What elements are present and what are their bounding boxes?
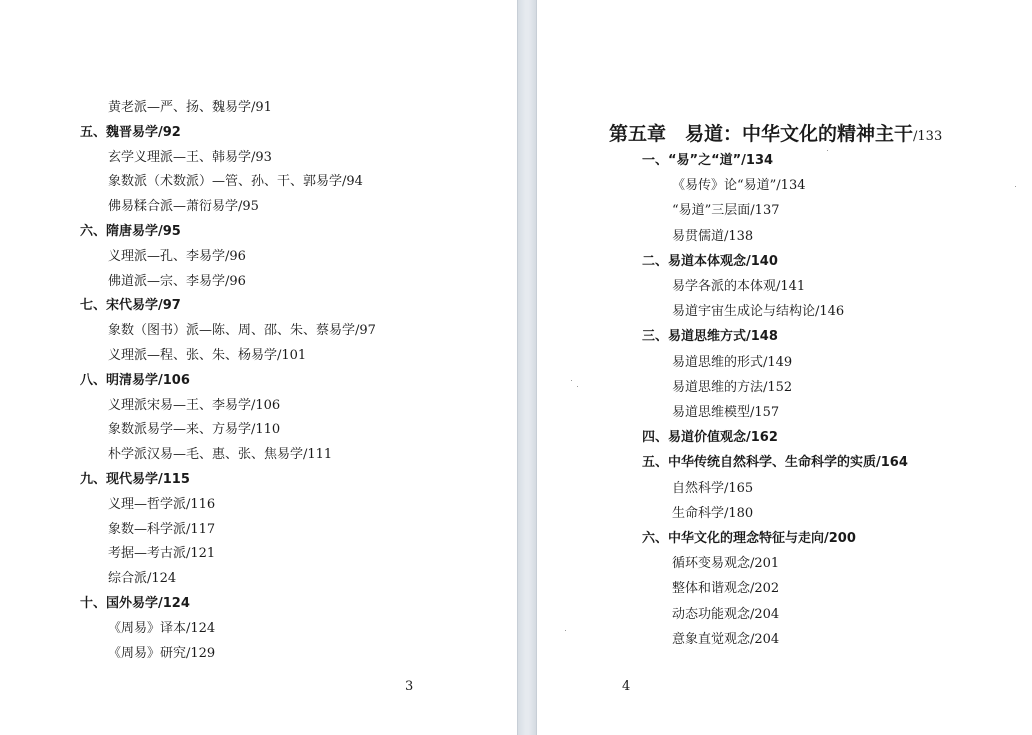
toc-entry: 黄老派—严、扬、魏易学/91 [108,100,272,115]
toc-entry: 义理—哲学派/116 [108,496,216,512]
toc-entry: 生命科学/180 [672,505,754,521]
toc-entry: 《易传》论“易道”/134 [672,178,806,194]
toc-entry: 意象直觉观念/204 [672,631,780,647]
toc-section-heading: 一、“易”之“道”/134 [642,153,774,168]
toc-entry: 《周易》译本/124 [108,620,216,636]
toc-section-heading: 三、易道思维方式/148 [642,329,778,345]
toc-section-heading: 八、明清易学/106 [80,372,190,388]
right-page [537,0,1032,735]
chapter-title: 第五章 易道：中华文化的精神主干 [609,123,914,145]
toc-entry: 象数（图书）派—陈、周、邵、朱、蔡易学/97 [108,323,376,339]
toc-entry: 动态功能观念/204 [672,606,780,622]
toc-entry: 易道思维模型/157 [672,405,780,420]
left-page-number: 3 [405,679,414,694]
toc-entry: 综合派/124 [108,571,177,587]
toc-entry: 易道思维的形式/149 [672,354,793,370]
scan-speck [577,386,578,387]
toc-section-heading: 六、中华文化的理念特征与走向/200 [642,531,856,546]
toc-section-heading: 九、现代易学/115 [80,472,190,487]
right-page-number: 4 [622,679,631,694]
toc-section-heading: 六、隋唐易学/95 [80,224,181,239]
toc-entry: 象数派易学—来、方易学/110 [108,422,281,438]
scan-speck [571,380,572,381]
toc-section-heading: 五、魏晋易学/92 [80,124,181,140]
toc-entry: 易道宇宙生成论与结构论/146 [672,304,845,320]
toc-entry: 佛易糅合派—萧衍易学/95 [108,199,259,215]
toc-section-heading: 二、易道本体观念/140 [642,253,778,269]
page-gutter [517,0,537,735]
toc-entry: 佛道派—宗、李易学/96 [108,273,246,289]
toc-entry: 义理派宋易—王、李易学/106 [108,397,281,413]
toc-section-heading: 四、易道价值观念/162 [642,430,778,446]
chapter-page: /133 [913,129,943,144]
toc-entry: 自然科学/165 [672,480,754,496]
toc-entry: 考据—考古派/121 [108,546,216,562]
toc-entry: “易道”三层面/137 [672,203,780,219]
toc-entry: 易道思维的方法/152 [672,379,793,395]
toc-entry: 易贯儒道/138 [672,228,754,244]
toc-entry: 玄学义理派—王、韩易学/93 [108,149,272,165]
toc-section-heading: 七、宋代易学/97 [80,298,181,314]
toc-entry: 象数派（术数派）—管、孙、干、郭易学/94 [108,174,363,190]
toc-entry: 易学各派的本体观/141 [672,279,806,294]
toc-entry: 义理派—孔、李易学/96 [108,248,246,264]
toc-entry: 朴学派汉易—毛、惠、张、焦易学/111 [108,447,333,463]
toc-entry: 义理派—程、张、朱、杨易学/101 [108,348,307,363]
toc-entry: 循环变易观念/201 [672,556,780,572]
scan-speck [1015,186,1016,187]
toc-section-heading: 五、中华传统自然科学、生命科学的实质/164 [642,455,908,471]
scan-speck [565,630,566,631]
toc-entry: 象数—科学派/117 [108,521,216,537]
scan-speck [827,150,828,151]
toc-entry: 整体和谐观念/202 [672,581,780,597]
toc-entry: 《周易》研究/129 [108,645,216,661]
chapter-heading [609,122,942,149]
toc-section-heading: 十、国外易学/124 [80,596,190,611]
